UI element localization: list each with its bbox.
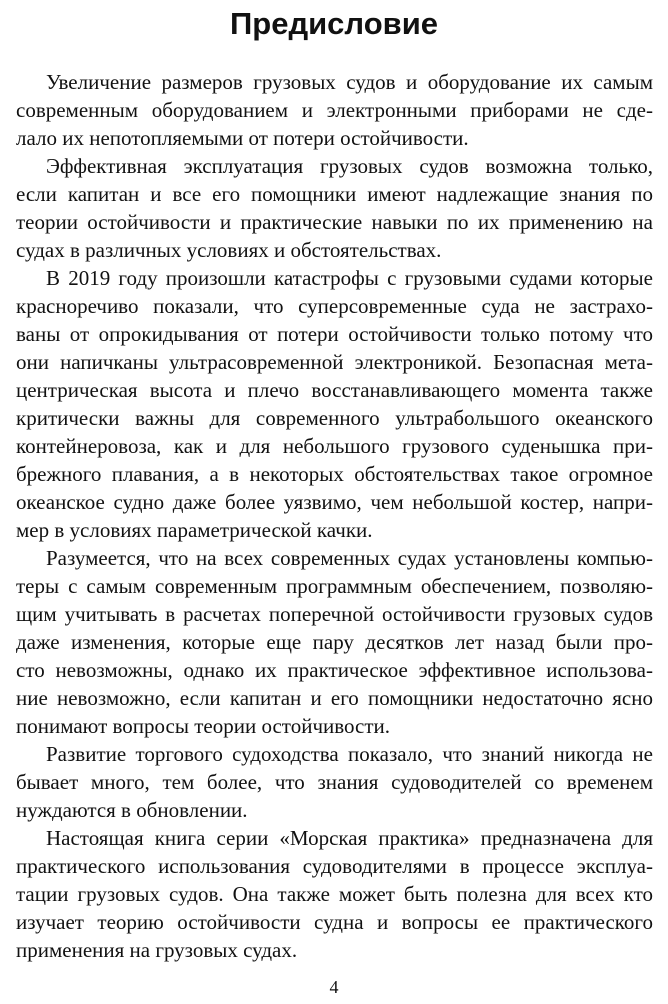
text-line: Настоящая книга серии «Морская практика» предназначена для <box>46 826 653 850</box>
text-line: критически важны для современного ультрабольшого океанского <box>16 406 653 430</box>
text-line: сто невозможны, однако их практическое эффективное использова- <box>16 658 653 682</box>
text-line: они напичканы ультрасовременной электроникой. Безопасная мета- <box>16 350 653 374</box>
text-line: теры с самым современным программным обеспечением, позволяю- <box>16 574 653 598</box>
text-line: центрическая высота и плечо восстанавливающего момента также <box>16 378 653 402</box>
text-line: Разумеется, что на всех современных судах установлены компью- <box>46 546 653 570</box>
page-title: Предисловие <box>229 6 438 41</box>
text-line: Развитие торгового судоходства показало, что знаний никогда не <box>46 742 653 766</box>
text-line: бывает много, тем более, что знания судоводителей со временем <box>16 770 653 794</box>
text-line: Увеличение размеров грузовых судов и оборудование их самым <box>46 70 653 94</box>
text-line: ние невозможно, если капитан и его помощники недостаточно ясно <box>16 686 653 710</box>
text-line: понимают вопросы теории остойчивости. <box>16 714 391 738</box>
text-line: даже изменения, которые еще пару десятков лет назад были про- <box>16 630 653 654</box>
text-line: красноречиво показали, что суперсовременные суда не застрахо- <box>16 294 653 318</box>
text-line: если капитан и все его помощники имеют надлежащие знания по <box>16 182 653 206</box>
text-line: изучает теорию остойчивости судна и вопросы ее практического <box>16 910 653 934</box>
text-line: тации грузовых судов. Она также может быть полезна для всех кто <box>16 882 653 906</box>
page-number: 4 <box>329 977 339 997</box>
text-line: современным оборудованием и электронными приборами не сде- <box>16 98 653 122</box>
text-line: применения на грузовых судах. <box>16 938 298 962</box>
text-line: мер в условиях параметрической качки. <box>16 518 373 542</box>
text-line: Эффективная эксплуатация грузовых судов возможна только, <box>46 154 653 178</box>
text-line: контейнеровоза, как и для небольшого грузового суденышка при- <box>16 434 653 458</box>
text-line: брежного плавания, а в некоторых обстоятельствах такое огромное <box>16 462 653 486</box>
text-line: океанское судно даже более уязвимо, чем небольшой костер, напри- <box>16 490 653 514</box>
text-line: В 2019 году произошли катастрофы с грузовыми судами которые <box>46 266 653 290</box>
text-line: практического использования судоводителями в процессе эксплуа- <box>16 854 653 878</box>
text-line: теории остойчивости и практические навыки по их применению на <box>16 210 653 234</box>
text-line: ваны от опрокидывания от потери остойчивости только потому что <box>16 322 653 346</box>
text-line: нуждаются в обновлении. <box>16 798 248 822</box>
text-line: судах в различных условиях и обстоятельствах. <box>16 238 442 262</box>
text-line: лало их непотопляемыми от потери остойчивости. <box>16 126 469 150</box>
text-line: щим учитывать в расчетах поперечной остойчивости грузовых судов <box>16 602 653 626</box>
